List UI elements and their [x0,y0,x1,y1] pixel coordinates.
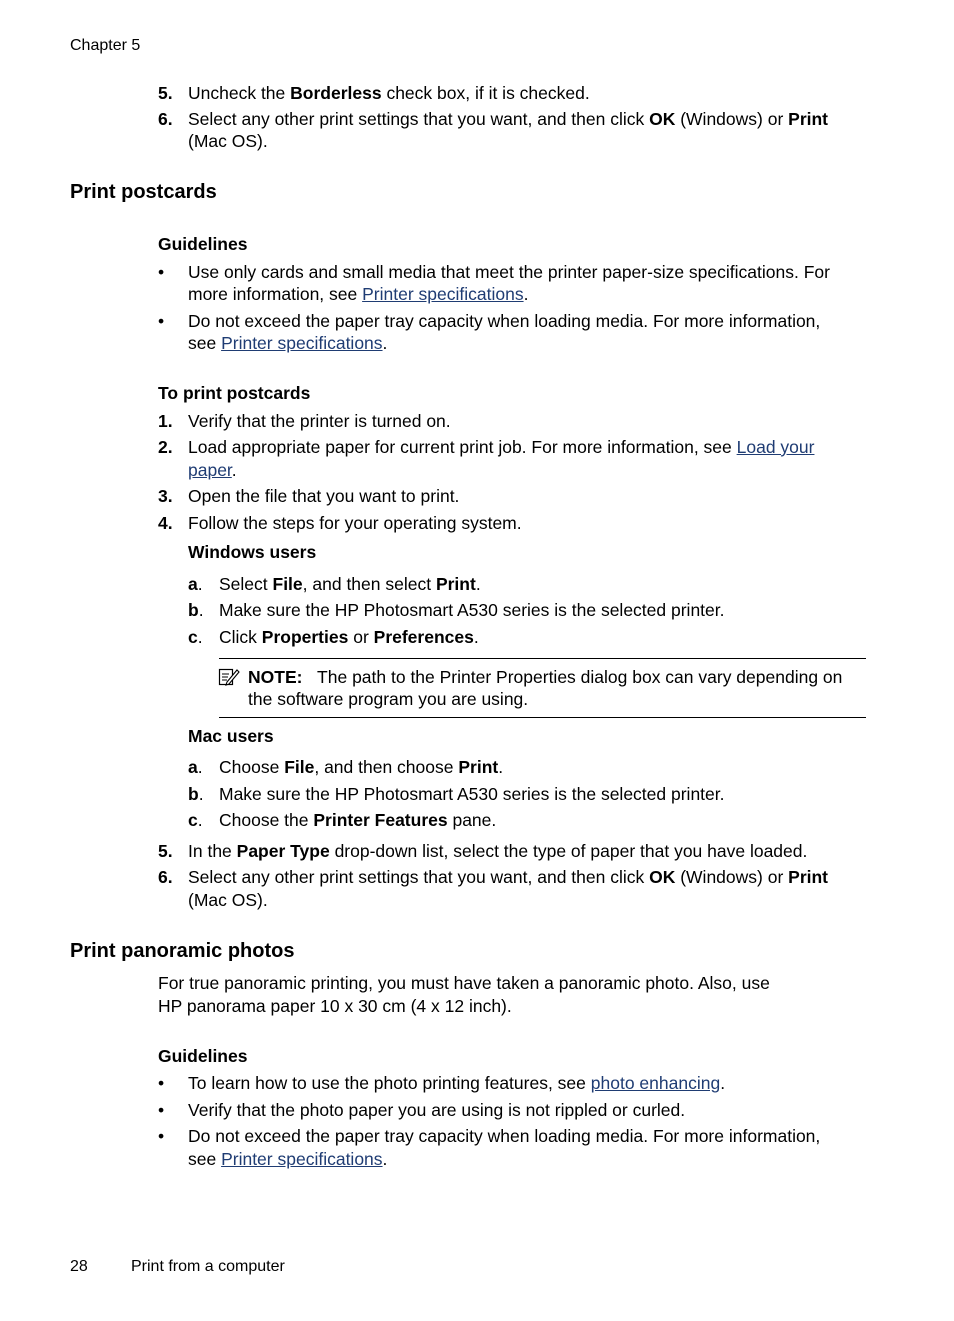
bullet: • [158,1100,165,1120]
link-printer-specifications[interactable]: Printer specifications [221,333,383,353]
step-number: 6. [158,109,173,129]
substep-text [219,573,481,596]
procedure-heading: To print postcards [158,383,311,403]
step-text: Verify that the printer is turned on. [188,411,451,431]
step-number: 5. [158,841,173,861]
substep-text: Make sure the HP Photosmart A530 series is the selected printer. [219,784,725,804]
bold-term: File [272,574,303,594]
guidelines-heading: Guidelines [158,1046,248,1066]
step-number: 1. [158,411,173,431]
bullet: • [158,311,165,331]
link-photo-enhancing[interactable]: photo enhancing [590,1073,721,1093]
substep-letter: c. [188,810,203,830]
bold-term: Print [788,109,829,129]
substep-text: Make sure the HP Photosmart A530 series is the selected printer. [219,600,725,620]
text-run: (Windows) or [675,867,789,887]
step-number: 2. [158,437,173,457]
bold-term: Properties [261,627,349,647]
guideline-text: Do not exceed the paper tray capacity when loading media. For more information, [188,311,821,331]
bullet: • [158,1126,165,1146]
note-top-rule [219,658,866,659]
guideline-text-cont [188,283,528,306]
substep-letter: b. [188,600,204,620]
step-number: 5. [158,83,173,103]
link-load-your-paper-cont[interactable]: paper [188,460,232,480]
link-load-your-paper[interactable]: Load your [736,437,815,457]
substep-letter: c. [188,627,203,647]
text-run: . [231,460,237,480]
text-run: see [188,333,222,353]
text-run: Click [219,627,262,647]
bold-term: OK [649,109,676,129]
step-text [188,108,828,131]
text-run: (Windows) or [675,109,789,129]
substep-letter: b. [188,784,204,804]
step-text-cont: (Mac OS). [188,890,268,910]
text-run: In the [188,841,237,861]
letter: a [188,574,198,594]
guideline-text: Do not exceed the paper tray capacity when loading media. For more information, [188,1126,821,1146]
link-printer-specifications[interactable]: Printer specifications [362,284,524,304]
guideline-text: Verify that the photo paper you are using is not rippled or curled. [188,1100,686,1120]
text-run: drop-down list, select the type of paper that you have loaded. [329,841,808,861]
bold-term: File [284,757,315,777]
letter: c [188,627,198,647]
text-run: To learn how to use the photo printing features, see [188,1073,591,1093]
text-run: The path to the Printer Properties dialog box can vary depending on [317,667,843,687]
bold-term: Print [788,867,829,887]
mac-users-heading: Mac users [188,726,274,746]
text-run: Load appropriate paper for current print job. For more information, see [188,437,737,457]
letter: b [188,600,199,620]
step-text: Follow the steps for your operating system. [188,513,522,533]
bullet: • [158,1073,165,1093]
text-run: or [348,627,374,647]
text-run: Choose [219,757,285,777]
text-run: , and then select [302,574,436,594]
step-text [188,866,828,889]
substep-text [219,626,479,649]
chapter-label: Chapter 5 [70,37,141,54]
text-run: . [473,627,479,647]
text-run: check box, if it is checked. [381,83,590,103]
text-run: . [523,284,529,304]
text-run: . [382,333,388,353]
bold-term: Printer Features [313,810,448,830]
guidelines-heading: Guidelines [158,234,248,254]
note-label: NOTE: [248,667,303,687]
letter: b [188,784,199,804]
text-run: more information, see [188,284,363,304]
substep-text [219,756,503,779]
step-text [188,82,590,105]
step-text [188,436,814,459]
step-text-cont [188,459,237,482]
page-number: 28 [70,1258,88,1275]
substep-letter: a. [188,757,203,777]
note-text-cont: the software program you are using. [248,689,529,709]
step-text [188,840,807,863]
step-text: Open the file that you want to print. [188,486,460,506]
bold-term: Preferences [373,627,474,647]
footer-section-title: Print from a computer [131,1258,285,1275]
step-number: 3. [158,486,173,506]
bold-term: OK [649,867,676,887]
text-run: Select any other print settings that you want, and then click [188,109,650,129]
note-text [248,666,842,689]
text-run: Select [219,574,273,594]
windows-users-heading: Windows users [188,542,317,562]
text-run: Uncheck the [188,83,291,103]
step-number: 4. [158,513,173,533]
step-number: 6. [158,867,173,887]
bold-term: Paper Type [236,841,330,861]
section-title-postcards: Print postcards [70,181,217,203]
text-run: , and then choose [314,757,459,777]
guideline-text-cont [188,332,387,355]
text-run: . [382,1149,388,1169]
guideline-text: Use only cards and small media that meet the printer paper-size specifications. For [188,262,830,282]
bold-term: Print [458,757,499,777]
bold-term: Borderless [290,83,382,103]
guideline-text-cont [188,1148,387,1171]
substep-text [219,809,496,832]
note-bottom-rule [219,717,866,718]
bold-term: Print [435,574,476,594]
letter: c [188,810,198,830]
intro-text: For true panoramic printing, you must have taken a panoramic photo. Also, use [158,973,770,993]
text-run: pane. [447,810,497,830]
text-run: . [475,574,481,594]
bullet: • [158,262,165,282]
link-printer-specifications[interactable]: Printer specifications [221,1149,383,1169]
step-text-cont: (Mac OS). [188,131,268,151]
text-run: . [720,1073,726,1093]
intro-text-cont: HP panorama paper 10 x 30 cm (4 x 12 inch). [158,996,512,1016]
note-pencil-icon [218,667,240,687]
letter: a [188,757,198,777]
guideline-text [188,1072,725,1095]
text-run: . [498,757,504,777]
substep-letter: a. [188,574,203,594]
text-run: see [188,1149,222,1169]
text-run: Select any other print settings that you want, and then click [188,867,650,887]
section-title-panoramic: Print panoramic photos [70,940,295,962]
text-run: Choose the [219,810,314,830]
